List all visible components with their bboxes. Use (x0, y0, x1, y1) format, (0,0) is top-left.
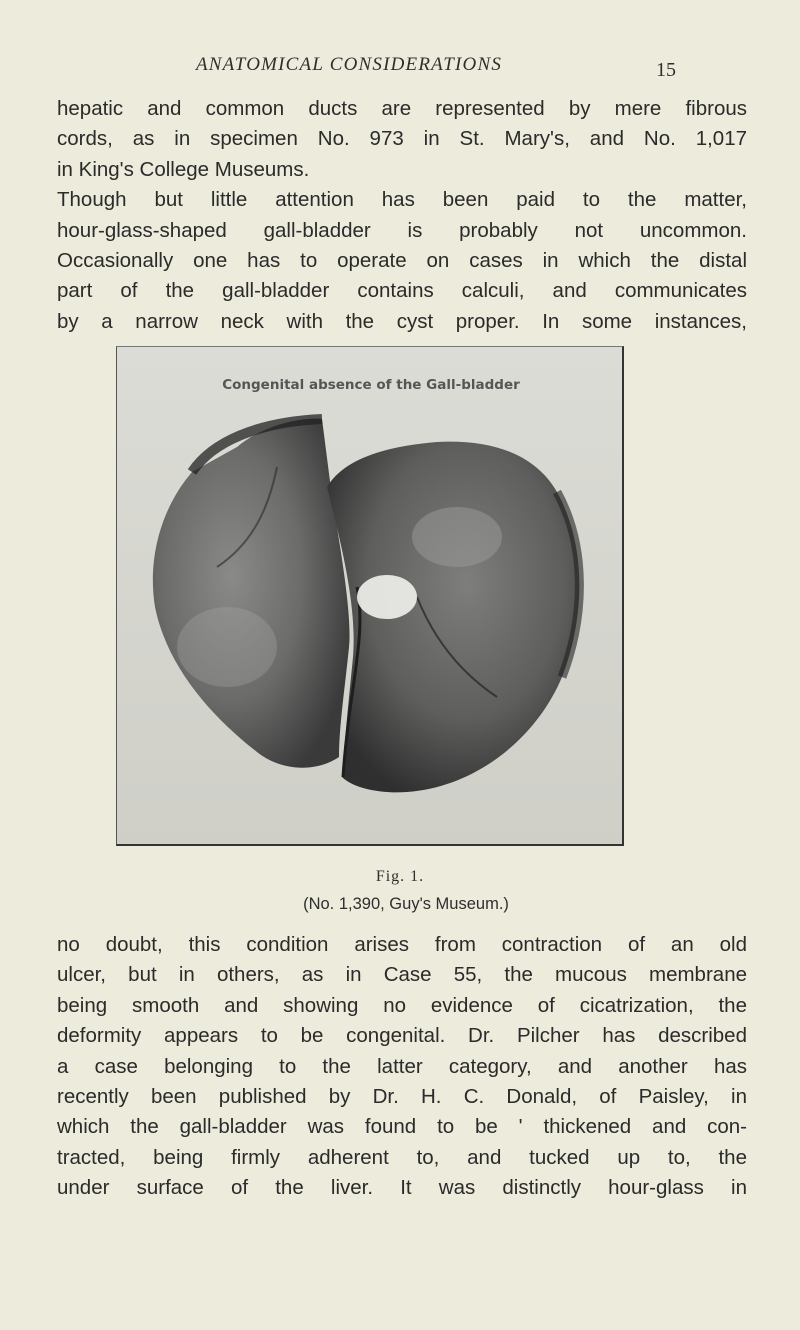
running-title: ANATOMICAL CONSIDERATIONS (196, 54, 503, 75)
text-line: by a narrow neck with the cyst proper. In some instances, (57, 309, 747, 333)
text-line: recently been published by Dr. H. C. Donald, of Paisley, in (57, 1085, 747, 1109)
light-patch (177, 607, 277, 687)
light-patch (412, 507, 502, 567)
figure-source: (No. 1,390, Guy's Museum.) (303, 895, 509, 913)
text-line: hour-glass-shaped gall-bladder is probably not uncommon. (57, 218, 747, 242)
running-head (0, 54, 800, 82)
paragraph-bottom (57, 930, 747, 1204)
text-line: Though but little attention has been paid to the matter, (57, 188, 747, 212)
text-line: under surface of the liver. It was distinctly hour-glass in (57, 1176, 747, 1200)
text-line: no doubt, this condition arises from contraction of an old (57, 933, 747, 956)
text-line: in King's College Museums. (57, 157, 310, 181)
text-line: ulcer, but in others, as in Case 55, the mucous membrane (57, 963, 747, 987)
text-line: hepatic and common ducts are represented by mere fibrous (57, 97, 747, 120)
light-patch (357, 575, 417, 619)
text-line: which the gall-bladder was found to be ' thickened and con- (57, 1115, 747, 1139)
specimen-photograph (116, 346, 624, 846)
text-line: tracted, being firmly adherent to, and tucked up to, the (57, 1145, 747, 1169)
text-line: part of the gall-bladder contains calculi, and communicates (57, 279, 747, 303)
text-line: deformity appears to be congenital. Dr. Pilcher has described (57, 1024, 747, 1048)
paragraph-top (57, 94, 747, 337)
page-number: 15 (656, 59, 676, 81)
text-line: Occasionally one has to operate on cases in which the distal (57, 249, 747, 273)
liver-illustration (117, 347, 624, 846)
figure-label: Fig. 1. (375, 868, 425, 885)
photo-label: Congenital absence of the Gall-bladder (222, 377, 520, 393)
text-line: being smooth and showing no evidence of cicatrization, the (57, 993, 747, 1017)
text-line: cords, as in specimen No. 973 in St. Mary's, and No. 1,017 (57, 127, 747, 151)
text-line: a case belonging to the latter category, and another has (57, 1054, 747, 1078)
